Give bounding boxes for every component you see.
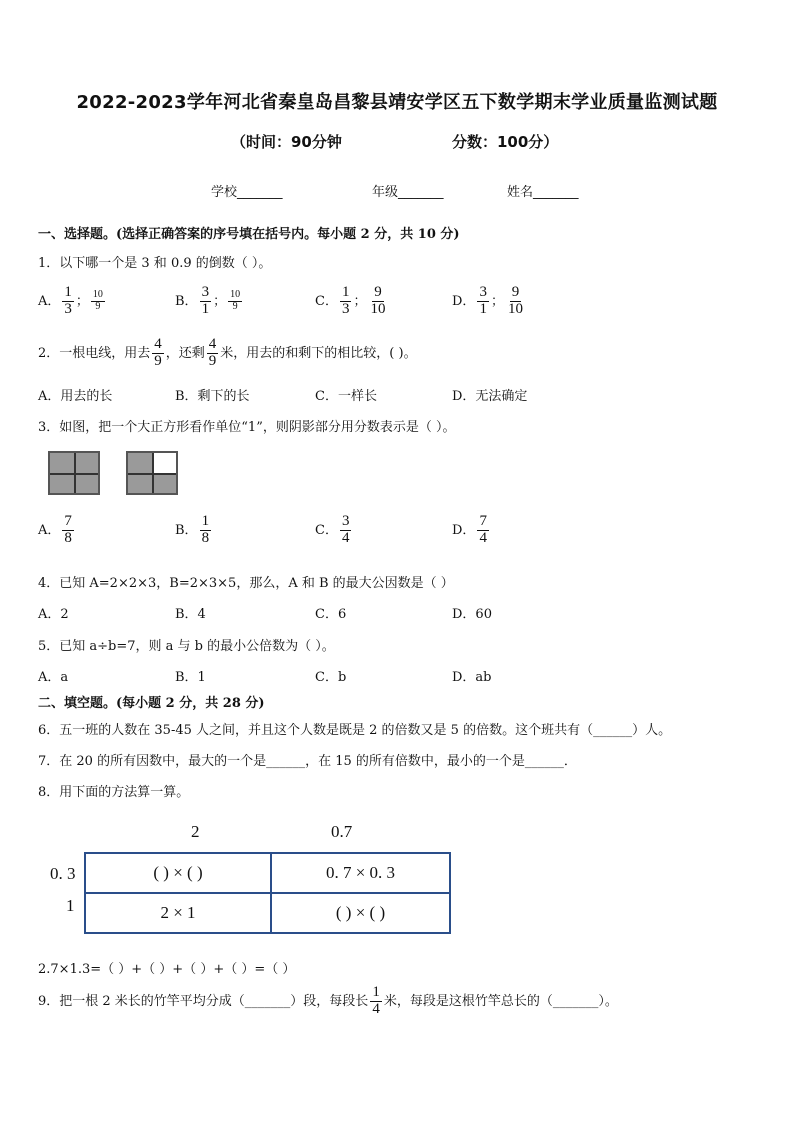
exam-score: 分数：100分）	[452, 133, 559, 151]
question-2-option-a: A．用去的长	[38, 389, 113, 404]
question-1-stem: 1．以下哪一个是 3 和 0.9 的倒数（ ）。	[38, 256, 272, 271]
question-4-option-b: B．4	[175, 607, 206, 622]
three-quarter-square-figure	[126, 451, 178, 495]
question-4-stem: 4．已知 A=2×2×3，B=2×3×5，那么，A 和 B 的最大公因数是（ ）	[38, 576, 454, 591]
question-8-equation: 2.7×1.3=（ ）+（ ）+（ ）+（ ）=（ ）	[38, 962, 296, 977]
question-3-option-b: B． $\frac{1}{8}$	[175, 513, 210, 546]
question-5-stem: 5．已知 a÷b=7，则 a 与 b 的最小公倍数为（ ）。	[38, 639, 335, 654]
section-1-heading: 一、选择题。(选择正确答案的序号填在括号内。每小题 2 分，共 10 分)	[38, 227, 460, 242]
question-5-option-b: B．1	[175, 670, 206, 685]
question-2-option-c: C．一样长	[315, 389, 377, 404]
question-6: 6．五一班的人数在 35-45 人之间，并且这个人数是既是 2 的倍数又是 5 的倍数。这个班共有（______）人。	[38, 723, 672, 738]
question-1-option-b: B． $\frac{3}{1}$ ； $\frac{10}{9}$	[175, 284, 241, 317]
question-3-option-d: D． $\frac{7}{4}$	[452, 513, 487, 546]
question-1-option-d: D． $\frac{3}{1}$ ； $\frac{9}{10}$	[452, 284, 523, 317]
question-2-stem: 2．一根电线，用去 $\frac{4}{9}$ ，还剩 $\frac{4}{9}$ 米，用去的和剩下的相比较，( )。	[38, 336, 417, 369]
cell-0-7-times-0-3: 0. 7 × 0. 3	[271, 853, 450, 893]
cell-0-7-times-1: ( ) × ( )	[271, 893, 450, 933]
row-label-1: 1	[66, 896, 75, 915]
grade-field: 年级_______	[372, 185, 444, 200]
column-label-0-7: 0.7	[331, 822, 353, 841]
question-4-option-a: A．2	[38, 607, 69, 622]
question-3-option-a: A． $\frac{7}{8}$	[38, 513, 72, 546]
question-9: 9．把一根 2 米长的竹竿平均分成（_______）段，每段长 $\frac{1}{4}$ 米，每段是这根竹竿总长的（_______）。	[38, 984, 618, 1017]
cell-2-times-0-3: ( ) × ( )	[85, 853, 271, 893]
question-4-option-d: D．60	[452, 607, 492, 622]
school-field: 学校_______	[211, 185, 283, 200]
question-5-option-a: A．a	[38, 670, 69, 685]
multiplication-area-table	[84, 852, 451, 934]
cell-2-times-1: 2 × 1	[85, 893, 271, 933]
question-5-option-d: D．ab	[452, 670, 492, 685]
question-1-option-c: C． $\frac{1}{3}$ ； $\frac{9}{10}$	[315, 284, 386, 317]
question-7: 7．在 20 的所有因数中，最大的一个是______，在 15 的所有倍数中，最小的一个是______．	[38, 754, 577, 769]
question-2-option-d: D．无法确定	[452, 389, 528, 404]
section-2-heading: 二、填空题。(每小题 2 分，共 28 分)	[38, 696, 265, 711]
name-field: 姓名_______	[507, 185, 579, 200]
question-1-option-a: A． $\frac{1}{3}$ ； $\frac{10}{9}$	[38, 284, 103, 317]
exam-time: （时间：90分钟	[231, 133, 342, 151]
question-3-option-c: C． $\frac{3}{4}$	[315, 513, 350, 546]
question-3-stem: 3．如图，把一个大正方形看作单位“1”，则阴影部分用分数表示是（ ）。	[38, 420, 456, 435]
question-8-stem: 8．用下面的方法算一算。	[38, 785, 190, 800]
full-square-figure	[48, 451, 100, 495]
page-title: 2022-2023学年河北省秦皇岛昌黎县靖安学区五下数学期末学业质量监测试题	[76, 92, 718, 113]
question-2-option-b: B．剩下的长	[175, 389, 250, 404]
row-label-0-3: 0. 3	[50, 864, 76, 883]
column-label-2: 2	[191, 822, 200, 841]
question-4-option-c: C．6	[315, 607, 347, 622]
question-5-option-c: C．b	[315, 670, 347, 685]
